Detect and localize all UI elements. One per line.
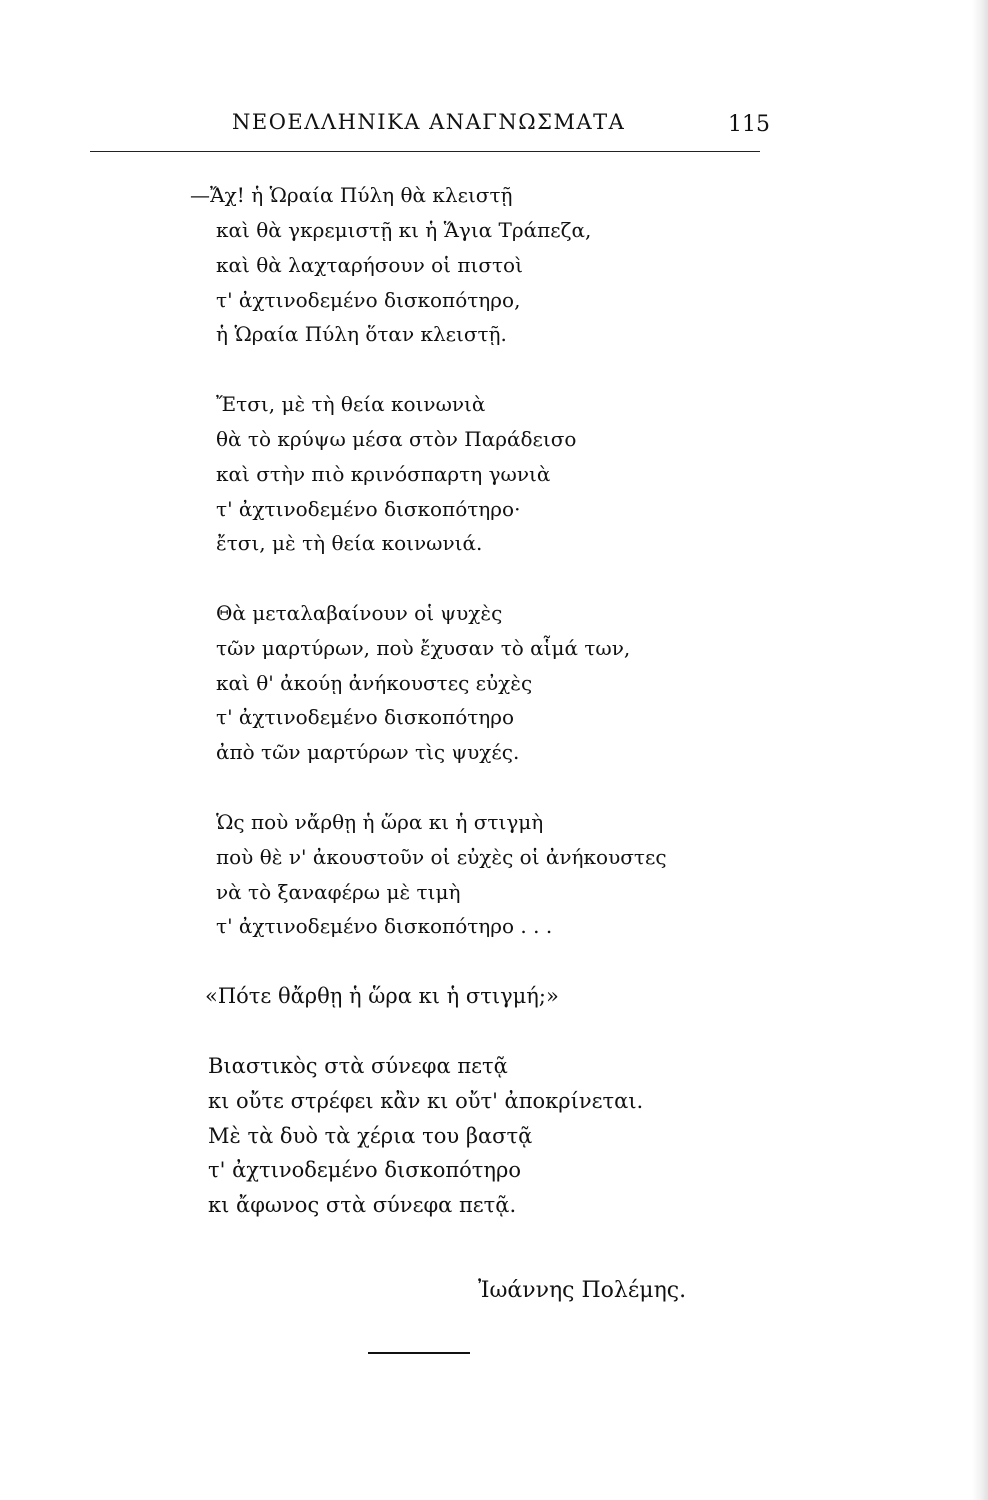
running-title: ΝΕΟΕΛΛΗΝΙΚΑ ΑΝΑΓΝΩΣΜΑΤΑ	[232, 110, 626, 134]
poem-line: Βιαστικὸς στὰ σύνεφα πετᾷ	[208, 1054, 508, 1078]
poem-line: κι οὔτε στρέφει κἂν κι οὔτ' ἀποκρίνεται.	[208, 1089, 644, 1113]
poem-line: ἡ Ὡραία Πύλη ὅταν κλειστῇ.	[216, 322, 507, 346]
end-rule	[368, 1352, 470, 1354]
poem-line: Ἔτσι, μὲ τὴ θεία κοινωνιὰ	[216, 392, 486, 416]
author-signature: Ἰωάννης Πολέμης.	[478, 1278, 687, 1303]
page-number: 115	[728, 112, 770, 137]
poem-line: —Ἄχ! ἡ Ὡραία Πύλη θὰ κλειστῇ	[190, 183, 513, 207]
poem-line: τ' ἀχτινοδεμένο δισκοπότηρο . . .	[216, 914, 553, 938]
poem-line: Μὲ τὰ δυὸ τὰ χέρια του βαστᾷ	[208, 1124, 533, 1148]
poem-line: ἀπὸ τῶν μαρτύρων τὶς ψυχές.	[216, 740, 520, 764]
poem-line: θὰ τὸ κρύψω μέσα στὸν Παράδεισο	[216, 427, 577, 451]
poem-line: «Πότε θἄρθῃ ἡ ὥρα κι ἡ στιγμή;»	[205, 984, 559, 1008]
poem-line: τ' ἀχτινοδεμένο δισκοπότηρο	[208, 1158, 521, 1182]
poem-line: Ὡς ποὺ νἄρθῃ ἡ ὥρα κι ἡ στιγμὴ	[216, 810, 544, 834]
poem-line: καὶ θ' ἀκούῃ ἀνήκουστες εὐχὲς	[216, 671, 533, 695]
poem-line: Θὰ μεταλαβαίνουν οἱ ψυχὲς	[216, 601, 503, 625]
poem-line: ἔτσι, μὲ τὴ θεία κοινωνιά.	[216, 531, 483, 555]
poem-line: τ' ἀχτινοδεμένο δισκοπότηρο·	[216, 497, 521, 521]
poem-line: καὶ θὰ γκρεμιστῇ κι ἡ Ἅγια Τράπεζα,	[216, 218, 592, 242]
page-edge-shadow	[972, 0, 988, 1500]
poem-line: τ' ἀχτινοδεμένο δισκοπότηρο	[216, 705, 515, 729]
poem-line: νὰ τὸ ξαναφέρω μὲ τιμὴ	[216, 880, 461, 904]
poem-line: κι ἄφωνος στὰ σύνεφα πετᾷ.	[208, 1193, 517, 1217]
header-rule	[90, 151, 760, 152]
poem-line: ποὺ θὲ ν' ἀκουστοῦν οἱ εὐχὲς οἱ ἀνήκουστες	[216, 845, 667, 869]
poem-line: καὶ στὴν πιὸ κρινόσπαρτη γωνιὰ	[216, 462, 551, 486]
poem-line: τ' ἀχτινοδεμένο δισκοπότηρο,	[216, 288, 521, 312]
poem-line: τῶν μαρτύρων, ποὺ ἔχυσαν τὸ αἷμά των,	[216, 636, 631, 660]
poem-line: καὶ θὰ λαχταρήσουν οἱ πιστοὶ	[216, 253, 523, 277]
